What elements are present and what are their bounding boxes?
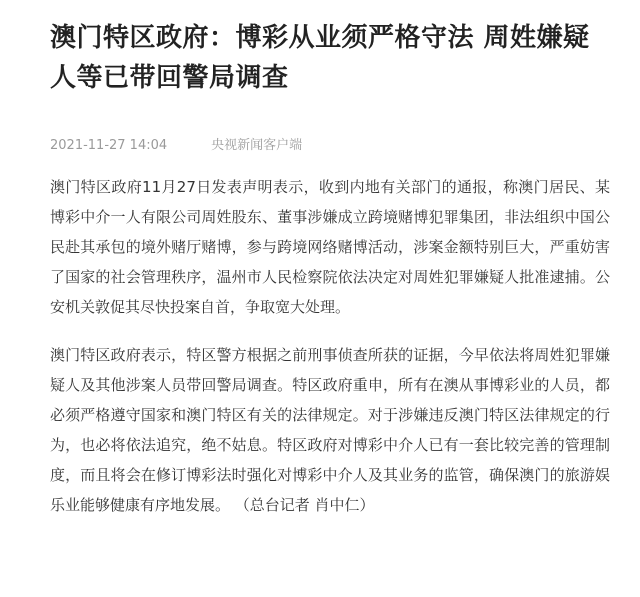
article-paragraph-1: 澳门特区政府11月27日发表声明表示，收到内地有关部门的通报，称澳门居民、某博彩中介一人有限公司周姓股东、董事涉嫌成立跨境赌博犯罪集团，非法组织中国公民赴其承包的境外赌厅赌博，参与跨境网络赌博活动，涉案金额特别巨大，严重妨害了国家的社会管理秩序，温州市人民检察院依法决定对周姓犯罪嫌疑人批准逮捕。公安机关敦促其尽快投案自首，争取宽大处理。	[50, 178, 610, 316]
article-meta	[50, 134, 302, 153]
publish-time: 2021-11-27 14:04	[50, 138, 168, 153]
source-name: 央视新闻客户端	[211, 138, 303, 153]
article-paragraph-2: 澳门特区政府表示，特区警方根据之前刑事侦查所获的证据，今早依法将周姓犯罪嫌疑人及其他涉案人员带回警局调查。特区政府重申，所有在澳从事博彩业的人员，都必须严格遵守国家和澳门特区有关的法律规定。对于涉嫌违反澳门特区法律规定的行为，也必将依法追究，绝不姑息。特区政府对博彩中介人已有一套比较完善的管理制度，而且将会在修订博彩法时强化对博彩中介人及其业务的监管，确保澳门的旅游娱乐业能够健康有序地发展。 （总台记者 肖中仁）	[50, 346, 610, 514]
article-title: 澳门特区政府：博彩从业须严格守法 周姓嫌疑人等已带回警局调查	[50, 23, 590, 93]
